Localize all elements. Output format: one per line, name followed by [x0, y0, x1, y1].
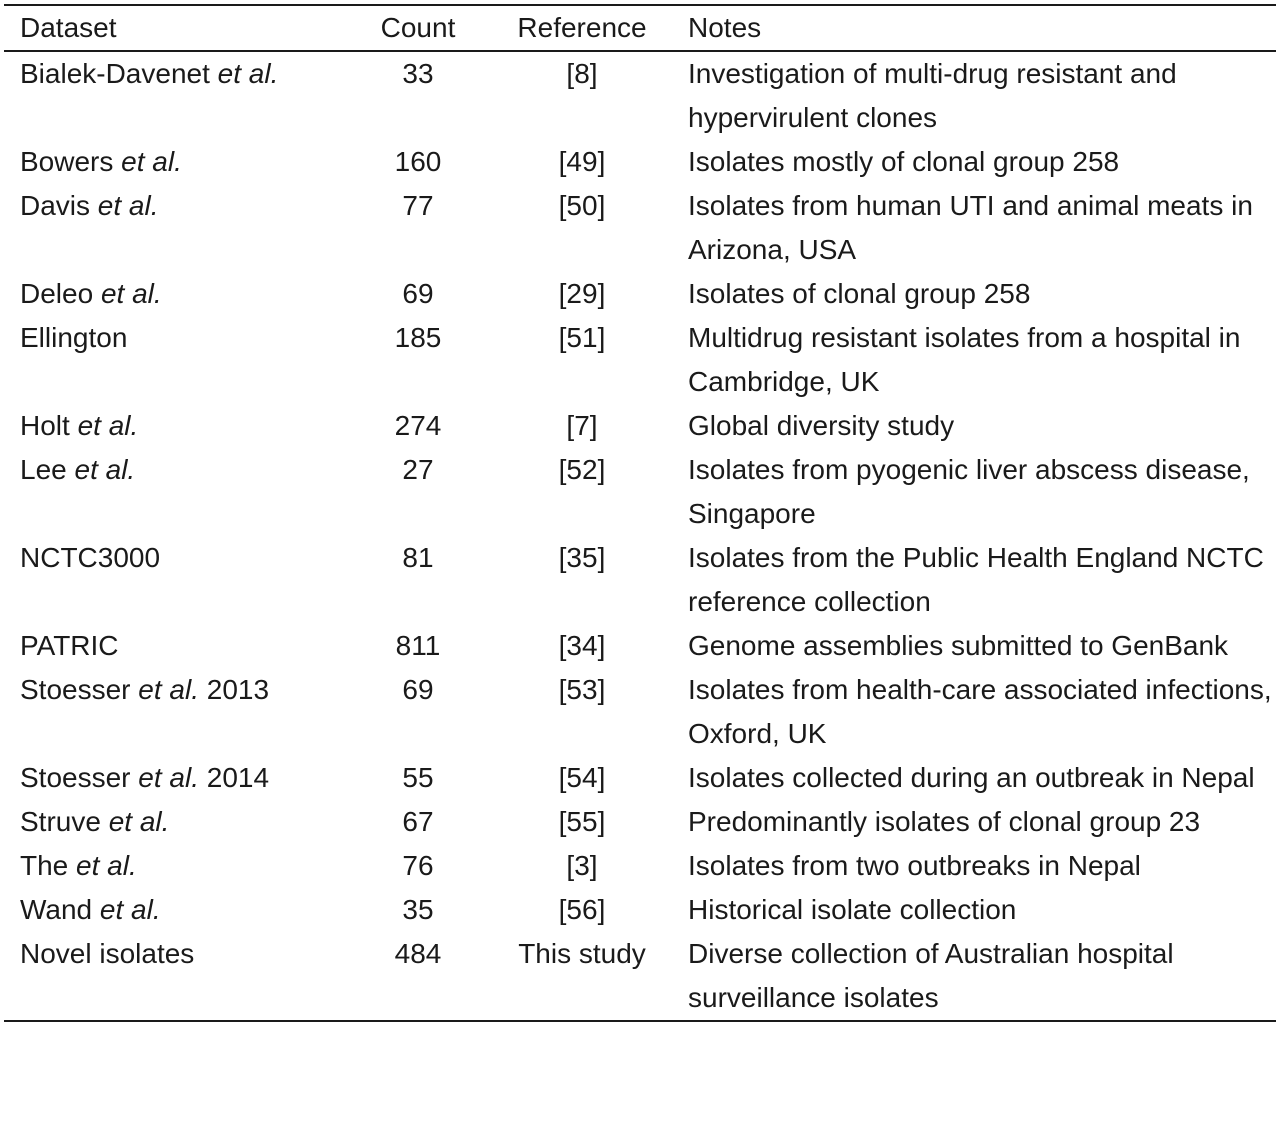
table-row — [4, 888, 1276, 932]
cell-count: 160 — [394, 146, 442, 177]
cell-reference: [29] — [558, 278, 606, 309]
cell-dataset — [4, 536, 358, 624]
cell-reference: [56] — [558, 894, 606, 925]
dataset-et-al: et al. — [74, 454, 136, 485]
dataset-name: NCTC3000 — [20, 542, 161, 573]
table-row — [4, 844, 1276, 888]
cell-dataset — [4, 756, 358, 800]
cell-notes: Multidrug resistant isolates from a hospital in Cambridge, UK — [688, 322, 1241, 397]
dataset-name: Bialek-Davenet — [20, 58, 210, 89]
cell-notes: Isolates from pyogenic liver abscess disease, Singapore — [688, 454, 1250, 529]
dataset-et-al: et al. — [77, 410, 139, 441]
table-row — [4, 624, 1276, 668]
cell-count: 185 — [394, 322, 442, 353]
cell-reference: [54] — [558, 762, 606, 793]
cell-notes: Isolates from the Public Health England NCTC reference collection — [688, 542, 1264, 617]
dataset-name: Davis — [20, 190, 91, 221]
dataset-name: Wand — [20, 894, 93, 925]
dataset-et-al: et al. — [108, 806, 170, 837]
cell-reference: This study — [518, 938, 646, 969]
cell-reference: [55] — [558, 806, 606, 837]
cell-notes: Isolates collected during an outbreak in Nepal — [688, 762, 1255, 793]
cell-notes: Predominantly isolates of clonal group 23 — [688, 806, 1201, 837]
dataset-et-al: et al. — [100, 278, 162, 309]
cell-count: 484 — [394, 938, 442, 969]
cell-dataset — [4, 404, 358, 448]
table-header-row — [4, 5, 1276, 51]
cell-dataset — [4, 932, 358, 1021]
cell-count: 69 — [402, 278, 434, 309]
dataset-et-al: et al. — [99, 894, 161, 925]
cell-notes: Genome assemblies submitted to GenBank — [688, 630, 1229, 661]
cell-count: 69 — [402, 674, 434, 705]
cell-dataset — [4, 272, 358, 316]
dataset-table-container — [4, 4, 1276, 1022]
dataset-name: Ellington — [20, 322, 128, 353]
dataset-name: Lee — [20, 454, 67, 485]
dataset-name: Struve — [20, 806, 101, 837]
dataset-year: 2014 — [206, 762, 270, 793]
cell-count: 77 — [402, 190, 434, 221]
dataset-year: 2013 — [206, 674, 270, 705]
cell-notes: Investigation of multi-drug resistant and hypervirulent clones — [688, 58, 1177, 133]
table-row — [4, 668, 1276, 756]
dataset-name: The — [20, 850, 69, 881]
cell-reference: [35] — [558, 542, 606, 573]
cell-reference: [34] — [558, 630, 606, 661]
dataset-table — [4, 4, 1276, 1022]
cell-reference: [49] — [558, 146, 606, 177]
cell-count: 274 — [394, 410, 442, 441]
table-body — [4, 51, 1276, 1021]
cell-count: 27 — [402, 454, 434, 485]
table-row — [4, 184, 1276, 272]
table-row — [4, 536, 1276, 624]
cell-notes: Isolates from two outbreaks in Nepal — [688, 850, 1141, 881]
cell-dataset — [4, 51, 358, 140]
cell-count: 811 — [395, 630, 441, 661]
cell-dataset — [4, 316, 358, 404]
dataset-et-al: et al. — [76, 850, 137, 881]
header-dataset: Dataset — [20, 12, 117, 43]
cell-dataset — [4, 184, 358, 272]
cell-notes: Isolates from human UTI and animal meats in Arizona, USA — [688, 190, 1253, 265]
table-row — [4, 800, 1276, 844]
table-row — [4, 932, 1276, 1021]
dataset-et-al: et al. — [138, 674, 199, 705]
dataset-name: PATRIC — [20, 630, 119, 661]
cell-reference: [3] — [566, 850, 598, 881]
cell-dataset — [4, 624, 358, 668]
cell-notes: Diverse collection of Australian hospital surveillance isolates — [688, 938, 1174, 1013]
header-reference: Reference — [517, 12, 647, 43]
cell-reference: [53] — [558, 674, 606, 705]
cell-count: 35 — [402, 894, 434, 925]
header-count: Count — [380, 12, 456, 43]
cell-reference: [8] — [566, 58, 598, 89]
dataset-et-al: et al. — [138, 762, 199, 793]
cell-notes: Historical isolate collection — [688, 894, 1017, 925]
table-row — [4, 448, 1276, 536]
table-row — [4, 51, 1276, 140]
cell-reference: [52] — [558, 454, 606, 485]
cell-notes: Isolates of clonal group 258 — [688, 278, 1031, 309]
table-row — [4, 316, 1276, 404]
dataset-et-al: et al. — [121, 146, 182, 177]
cell-count: 33 — [402, 58, 434, 89]
cell-reference: [51] — [558, 322, 606, 353]
cell-notes: Isolates from health-care associated infections, Oxford, UK — [688, 674, 1272, 749]
cell-count: 76 — [402, 850, 434, 881]
cell-dataset — [4, 800, 358, 844]
cell-count: 81 — [402, 542, 434, 573]
cell-count: 55 — [402, 762, 434, 793]
cell-dataset — [4, 668, 358, 756]
dataset-name: Deleo — [20, 278, 94, 309]
dataset-name: Bowers — [20, 146, 114, 177]
dataset-et-al: et al. — [97, 190, 159, 221]
cell-count: 67 — [402, 806, 434, 837]
table-row — [4, 404, 1276, 448]
dataset-name: Holt — [20, 410, 70, 441]
cell-notes: Isolates mostly of clonal group 258 — [688, 146, 1120, 177]
cell-dataset — [4, 448, 358, 536]
dataset-et-al: et al. — [217, 58, 279, 89]
dataset-name: Novel isolates — [20, 938, 195, 969]
table-row — [4, 140, 1276, 184]
cell-reference: [7] — [566, 410, 598, 441]
table-row — [4, 272, 1276, 316]
cell-notes: Global diversity study — [688, 410, 955, 441]
cell-dataset — [4, 140, 358, 184]
header-notes: Notes — [688, 12, 762, 43]
dataset-name: Stoesser — [20, 762, 131, 793]
cell-dataset — [4, 888, 358, 932]
table-row — [4, 756, 1276, 800]
cell-reference: [50] — [558, 190, 606, 221]
dataset-name: Stoesser — [20, 674, 131, 705]
cell-dataset — [4, 844, 358, 888]
